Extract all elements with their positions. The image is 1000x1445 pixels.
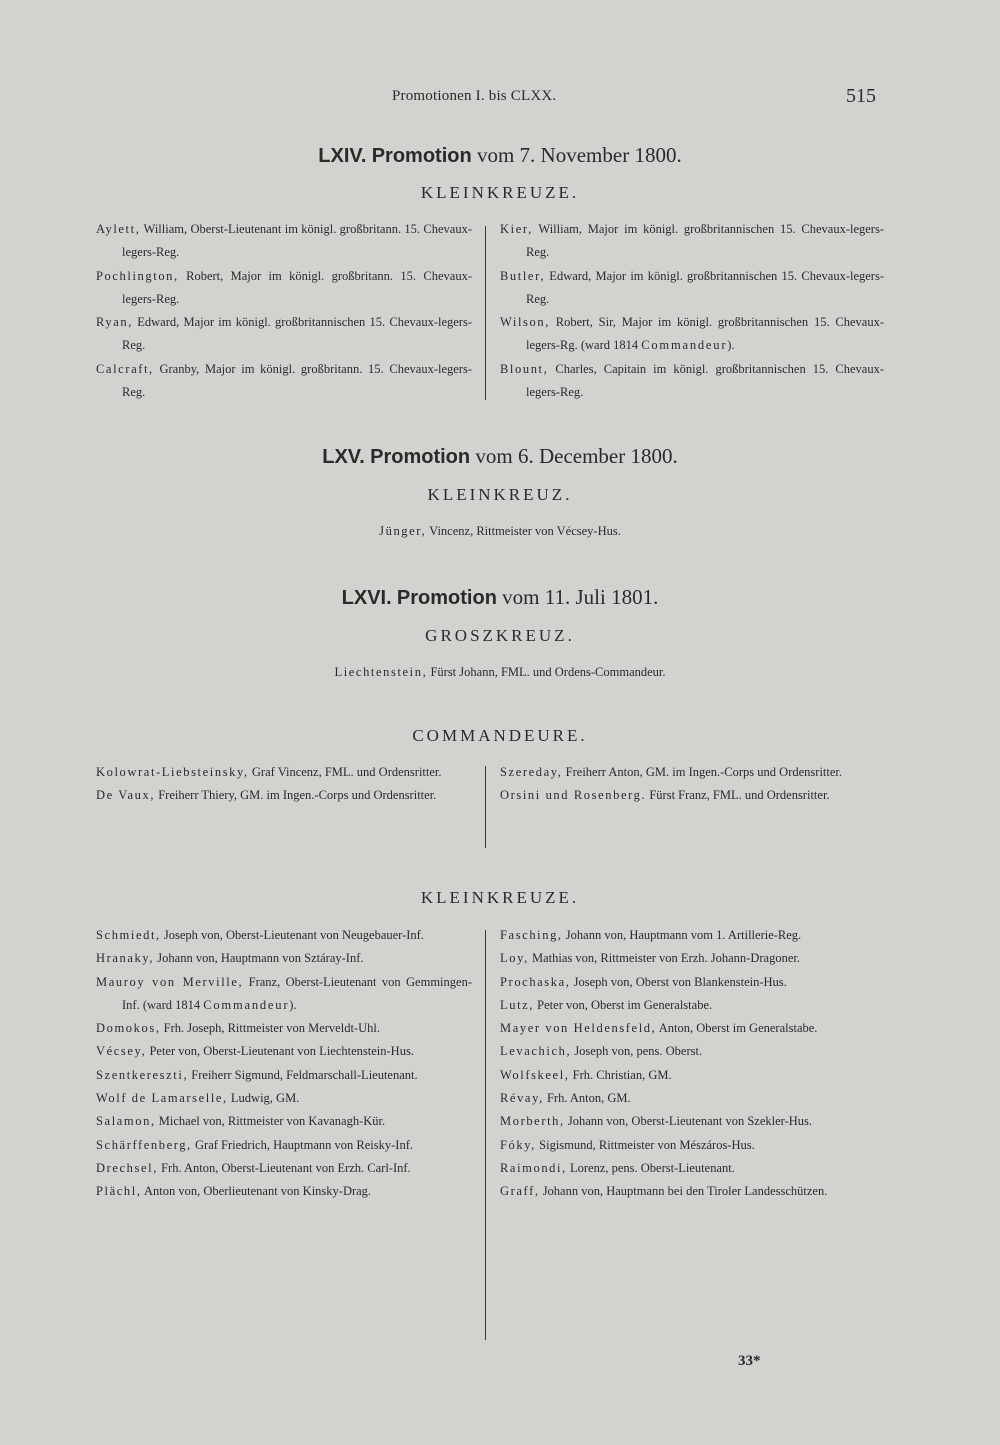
- list-item: Szentkereszti, Freiherr Sigmund, Feldmarschall-Lieutenant.: [96, 1067, 418, 1082]
- single-entry: Liechtenstein, Fürst Johann, FML. und Ordens-Commandeur.: [334, 665, 666, 679]
- list-item: Hranaky, Johann von, Hauptmann von Sztáray-Inf.: [96, 951, 364, 966]
- section-heading-kleinkreuze: KLEINKREUZE.: [420, 888, 580, 907]
- list-item: Graff, Johann von, Hauptmann bei den Tiroler Landesschützen.: [500, 1184, 828, 1199]
- promotion-date: vom 7. November 1800.: [476, 143, 682, 167]
- promotion-date: vom 6. December 1800.: [475, 444, 678, 468]
- p64-left-column: [96, 218, 472, 404]
- signature-mark: 33*: [738, 1353, 761, 1369]
- promotion-keyword: Promotion: [396, 587, 497, 609]
- column-divider: [485, 226, 486, 400]
- list-item: Calcraft, Granby, Major im königl. großbritann. 15. Chevaux-legers-Reg.: [96, 361, 472, 400]
- section-heading-groszkreuz: GROSZKREUZ.: [425, 626, 575, 645]
- promotion-date: vom 11. Juli 1801.: [502, 585, 659, 609]
- list-item: Mayer von Heldensfeld, Anton, Oberst im Generalstabe.: [500, 1021, 818, 1036]
- list-item: De Vaux, Freiherr Thiery, GM. im Ingen.-Corps und Ordensritter.: [96, 788, 437, 803]
- list-item: Butler, Edward, Major im königl. großbritannischen 15. Chevaux-legers-Reg.: [500, 268, 884, 306]
- list-item: Raimondi, Lorenz, pens. Oberst-Lieutenant.: [500, 1160, 735, 1175]
- list-item: Plächl, Anton von, Oberlieutenant von Kinsky-Drag.: [96, 1184, 372, 1199]
- list-item: Blount, Charles, Capitain im königl. großbritannischen 15. Chevaux-legers-Reg.: [500, 361, 884, 400]
- promotion-numeral: LXIV.: [318, 145, 367, 167]
- commandeure-right-column: [500, 761, 884, 808]
- list-item: Morberth, Johann von, Oberst-Lieutenant von Szekler-Hus.: [500, 1114, 813, 1129]
- promotion-title-lxiv: [0, 143, 1000, 168]
- list-item: Levachich, Joseph von, pens. Oberst.: [500, 1044, 703, 1059]
- list-item: Schmiedt, Joseph von, Oberst-Lieutenant von Neugebauer-Inf.: [96, 928, 424, 942]
- page-number: 515: [846, 85, 876, 107]
- list-item: Wilson, Robert, Sir, Major im königl. großbritannischen 15. Chevaux-legers-Rg. (ward 1814 Commandeur).: [500, 315, 884, 353]
- section-heading-kleinkreuz: KLEINKREUZ.: [427, 485, 573, 504]
- promotion-title-lxv: [0, 444, 1000, 469]
- list-item: Wolf de Lamarselle, Ludwig, GM.: [96, 1091, 300, 1106]
- promotion-numeral: LXVI.: [341, 587, 392, 609]
- list-item: Fasching, Johann von, Hauptmann vom 1. Artillerie-Reg.: [500, 928, 802, 942]
- section-heading-kleinkreuze: KLEINKREUZE.: [420, 183, 580, 202]
- promotion-title-lxvi: [0, 585, 1000, 610]
- kleinkreuze-right-column: [500, 924, 884, 1204]
- promotion-numeral: LXV.: [322, 446, 365, 468]
- list-item: Ryan, Edward, Major im königl. großbritannischen 15. Chevaux-legers-Reg.: [96, 315, 472, 353]
- list-item: Kier, William, Major im königl. großbritannischen 15. Chevaux-legers-Reg.: [500, 222, 884, 260]
- list-item: Mauroy von Merville, Franz, Oberst-Lieutenant von Gemmingen-Inf. (ward 1814 Commandeur).: [96, 974, 472, 1012]
- list-item: Vécsey, Peter von, Oberst-Lieutenant von Liechtenstein-Hus.: [96, 1044, 414, 1059]
- list-item: Révay, Frh. Anton, GM.: [500, 1091, 631, 1106]
- promotion-keyword: Promotion: [371, 145, 472, 167]
- list-item: Kolowrat-Liebsteinsky, Graf Vincenz, FML. und Ordensritter.: [96, 765, 442, 779]
- list-item: Orsini und Rosenberg. Fürst Franz, FML. und Ordensritter.: [500, 788, 830, 803]
- header-title: Promotionen I. bis CLXX.: [392, 88, 557, 104]
- section-heading-commandeure: COMMANDEURE.: [412, 726, 588, 745]
- list-item: Prochaska, Joseph von, Oberst von Blankenstein-Hus.: [500, 974, 787, 989]
- list-item: Aylett, William, Oberst-Lieutenant im königl. großbritann. 15. Chevaux-legers-Reg.: [96, 222, 472, 260]
- kleinkreuze-left-column: [96, 924, 472, 1204]
- list-item: Schärffenberg, Graf Friedrich, Hauptmann von Reisky-Inf.: [96, 1137, 413, 1152]
- list-item: Salamon, Michael von, Rittmeister von Kavanagh-Kür.: [96, 1114, 386, 1129]
- list-item: Fóky, Sigismund, Rittmeister von Mészáros-Hus.: [500, 1137, 755, 1152]
- list-item: Szereday, Freiherr Anton, GM. im Ingen.-Corps und Ordensritter.: [500, 765, 843, 779]
- column-divider: [485, 766, 486, 848]
- single-entry: Jünger, Vincenz, Rittmeister von Vécsey-Hus.: [379, 524, 621, 538]
- running-header: [0, 85, 1000, 112]
- list-item: Lutz, Peter von, Oberst im Generalstabe.: [500, 997, 713, 1012]
- list-item: Loy, Mathias von, Rittmeister von Erzh. Johann-Dragoner.: [500, 951, 800, 966]
- p64-right-column: [500, 218, 884, 404]
- column-divider: [485, 930, 486, 1340]
- commandeure-left-column: [96, 761, 472, 808]
- list-item: Domokos, Frh. Joseph, Rittmeister von Merveldt-Uhl.: [96, 1021, 380, 1036]
- list-item: Pochlington, Robert, Major im königl. großbritann. 15. Chevaux-legers-Reg.: [96, 268, 472, 306]
- list-item: Drechsel, Frh. Anton, Oberst-Lieutenant von Erzh. Carl-Inf.: [96, 1160, 411, 1175]
- list-item: Wolfskeel, Frh. Christian, GM.: [500, 1067, 672, 1082]
- promotion-keyword: Promotion: [370, 446, 471, 468]
